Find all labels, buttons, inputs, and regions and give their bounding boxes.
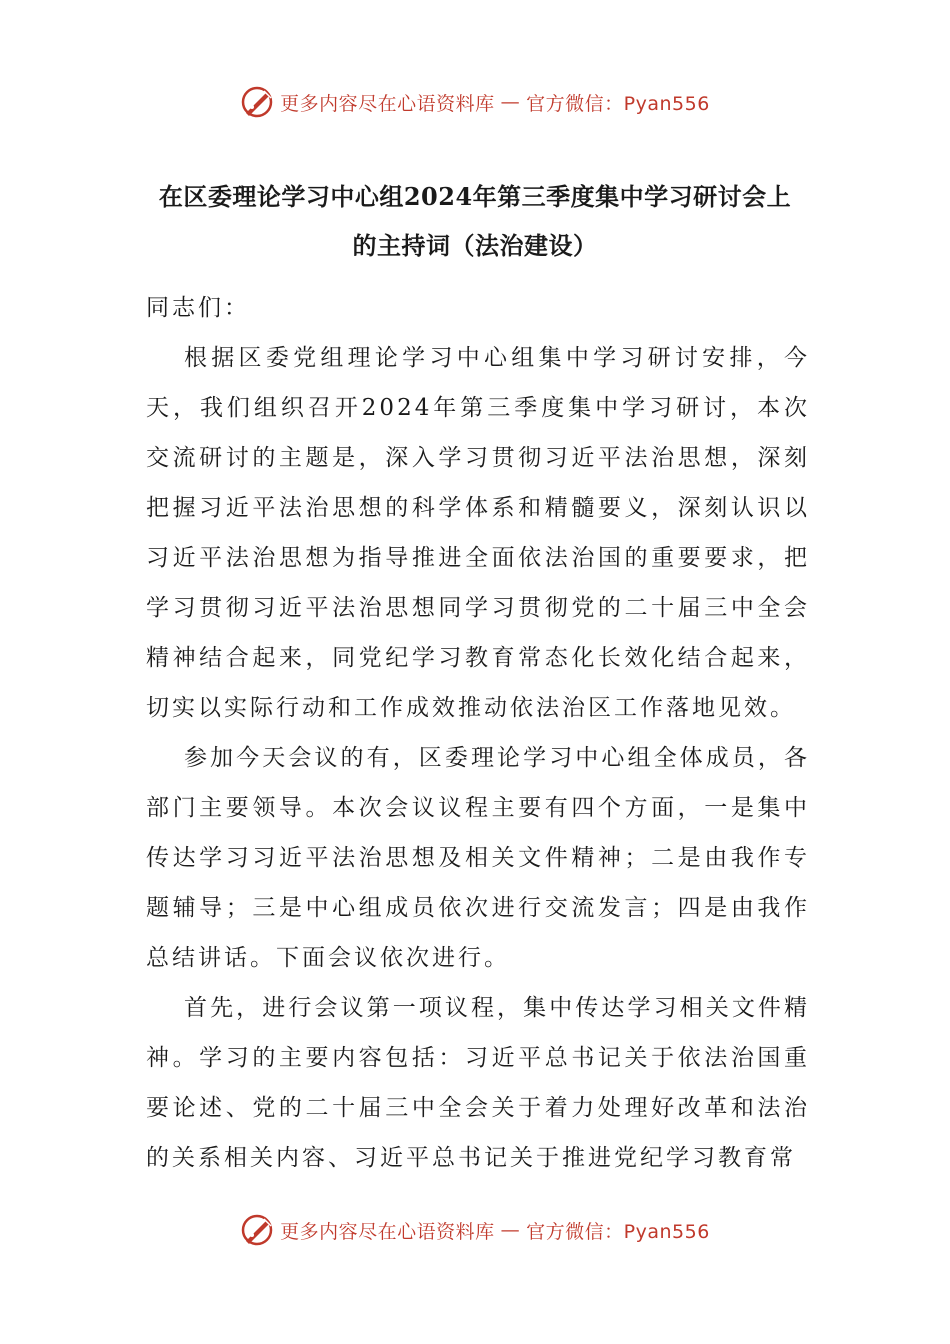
banner-contact: 官方微信：Pyan556 [526,1220,710,1243]
paragraph-2: 参加今天会议的有，区委理论学习中心组全体成员，各部门主要领导。本次会议议程主要有四个方面，一是集中传达学习习近平法治思想及相关文件精神；二是由我作专题辅导；三是中心组成员依次进行交流发言；四是由我作总结讲话。下面会议依次进行。 [146,745,810,971]
brand-name: 更多内容尽在心语资料库 [280,1220,495,1243]
paragraph-3: 首先，进行会议第一项议程，集中传达学习相关文件精神。学习的主要内容包括：习近平总书记关于依法治国重要论述、党的二十届三中全会关于着力处理好改革和法治的关系相关内容、习近平总书记关于推进党纪学习教育常 [146,995,810,1171]
paragraph-1: 根据区委党组理论学习中心组集中学习研讨安排，今天，我们组织召开2024年第三季度集中学习研讨，本次交流研讨的主题是，深入学习贯彻习近平法治思想，深刻把握习近平法治思想的科学体系和精髓要义，深刻认识以习近平法治思想为指导推进全面依法治国的重要要求，把学习贯彻习近平法治思想同学习贯彻党的二十届三中全会精神结合起来，同党纪学习教育常态化长效化结合起来，切实以实际行动和工作成效推动依法治区工作落地见效。 [146,345,810,721]
banner-separator: — [500,1219,521,1241]
title-line-1: 在区委理论学习中心组2024年第三季度集中学习研讨会上 [158,182,792,211]
banner-contact: 官方微信：Pyan556 [526,92,710,115]
title-line-2: 的主持词（法治建设） [352,231,598,260]
fountain-pen-logo-icon [240,85,274,119]
header-banner [0,82,950,122]
fountain-pen-logo-icon [240,1213,274,1247]
document-title [120,172,830,270]
salutation: 同志们： [146,295,250,321]
banner-separator: — [500,91,521,113]
brand-name: 更多内容尽在心语资料库 [280,92,495,115]
document-body [146,283,810,1183]
footer-banner [0,1210,950,1250]
